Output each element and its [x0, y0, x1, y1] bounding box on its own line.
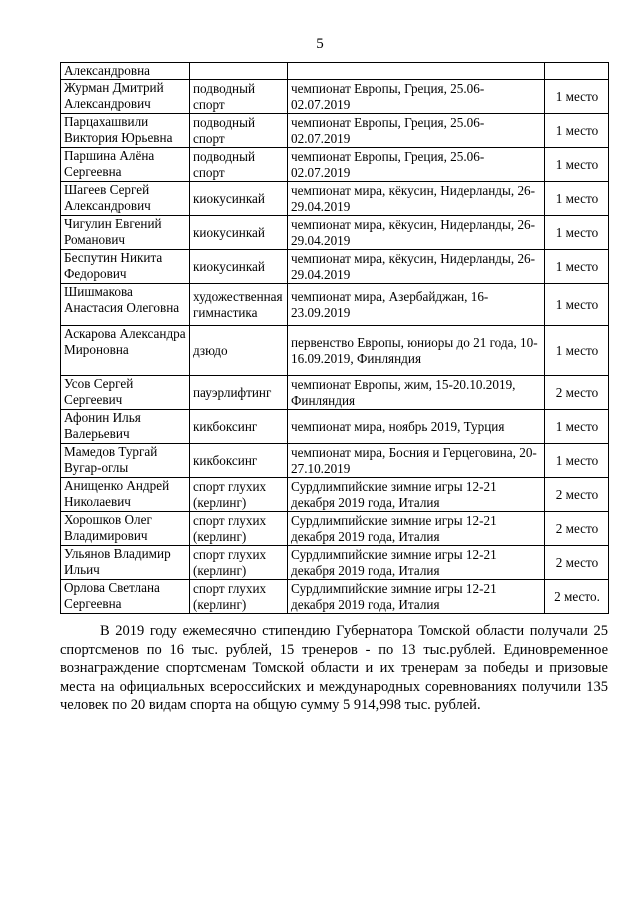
page-number: 5 [316, 36, 324, 52]
table-row [61, 250, 609, 284]
results-table [60, 62, 609, 614]
table-row [61, 80, 609, 114]
table-row [61, 284, 609, 326]
table-row [61, 216, 609, 250]
place-cell: 1 место [545, 80, 609, 114]
name-cell: Паршина Алёна Сергеевна [61, 148, 190, 182]
sport-cell: подводный спорт [190, 114, 288, 148]
sport-cell: спорт глухих (керлинг) [190, 580, 288, 614]
sport-cell: кикбоксинг [190, 444, 288, 478]
name-cell: Беспутин Никита Федорович [61, 250, 190, 284]
table-row [61, 410, 609, 444]
event-cell: чемпионат мира, Азербайджан, 16-23.09.2019 [288, 284, 545, 326]
name-cell: Шишмакова Анастасия Олеговна [61, 284, 190, 326]
event-cell: чемпионат Европы, Греция, 25.06-02.07.2019 [288, 148, 545, 182]
name-cell: Орлова Светлана Сергеевна [61, 580, 190, 614]
place-cell: 2 место [545, 546, 609, 580]
sport-cell: подводный спорт [190, 148, 288, 182]
table-row [61, 580, 609, 614]
sport-cell: дзюдо [190, 326, 288, 376]
name-cell: Чигулин Евгений Романович [61, 216, 190, 250]
name-cell: Анищенко Андрей Николаевич [61, 478, 190, 512]
table-row [61, 376, 609, 410]
place-cell: 1 место [545, 284, 609, 326]
event-cell: Сурдлимпийские зимние игры 12-21 декабря 2019 года, Италия [288, 546, 545, 580]
event-cell: чемпионат Европы, Греция, 25.06-02.07.2019 [288, 114, 545, 148]
table-row [61, 444, 609, 478]
name-cell: Хорошков Олег Владимирович [61, 512, 190, 546]
summary-paragraph: В 2019 году ежемесячно стипендию Губернатора Томской области получали 25 спортсменов по 16 тыс. рублей, 15 тренеров - по 13 тыс.рублей. Единовременное вознаграждение спортсменам Томской области и их тренерам за победы и призовые места на официальных всероссийских и международных соревнованиях получили 135 человек по 20 видам спорта на общую сумму 5 914,998 тыс. рублей. [60, 623, 608, 713]
place-cell: 1 место [545, 182, 609, 216]
name-cell: Усов Сергей Сергеевич [61, 376, 190, 410]
name-cell: Шагеев Сергей Александрович [61, 182, 190, 216]
event-cell: Сурдлимпийские зимние игры 12-21 декабря 2019 года, Италия [288, 512, 545, 546]
name-cell: Парцахашвили Виктория Юрьевна [61, 114, 190, 148]
place-cell: 1 место [545, 148, 609, 182]
event-cell: Сурдлимпийские зимние игры 12-21 декабря 2019 года, Италия [288, 478, 545, 512]
place-cell: 1 место [545, 114, 609, 148]
event-cell: чемпионат мира, кёкусин, Нидерланды, 26-29.04.2019 [288, 250, 545, 284]
event-cell: чемпионат мира, кёкусин, Нидерланды, 26-29.04.2019 [288, 216, 545, 250]
event-cell: чемпионат мира, ноябрь 2019, Турция [288, 410, 545, 444]
table-row [61, 114, 609, 148]
event-cell: чемпионат мира, Босния и Герцеговина, 20-27.10.2019 [288, 444, 545, 478]
table-row [61, 546, 609, 580]
place-cell [545, 63, 609, 80]
sport-cell: спорт глухих (керлинг) [190, 478, 288, 512]
sport-cell: киокусинкай [190, 250, 288, 284]
sport-cell: художественная гимнастика [190, 284, 288, 326]
name-cell: Мамедов Тургай Вугар-оглы [61, 444, 190, 478]
sport-cell: киокусинкай [190, 182, 288, 216]
sport-cell: пауэрлифтинг [190, 376, 288, 410]
name-cell: Аскарова Александра Мироновна [61, 326, 190, 376]
place-cell: 1 место [545, 216, 609, 250]
name-cell: Журман Дмитрий Александрович [61, 80, 190, 114]
sport-cell: спорт глухих (керлинг) [190, 512, 288, 546]
table-row [61, 512, 609, 546]
sport-cell: киокусинкай [190, 216, 288, 250]
place-cell: 2 место. [545, 580, 609, 614]
event-cell: чемпионат Европы, жим, 15-20.10.2019, Финляндия [288, 376, 545, 410]
table-row [61, 182, 609, 216]
sport-cell: спорт глухих (керлинг) [190, 546, 288, 580]
event-cell: чемпионат мира, кёкусин, Нидерланды, 26-29.04.2019 [288, 182, 545, 216]
sport-cell [190, 63, 288, 80]
name-cell: Александровна [61, 63, 190, 80]
sport-cell: кикбоксинг [190, 410, 288, 444]
event-cell: Сурдлимпийские зимние игры 12-21 декабря 2019 года, Италия [288, 580, 545, 614]
place-cell: 2 место [545, 512, 609, 546]
place-cell: 1 место [545, 250, 609, 284]
event-cell: чемпионат Европы, Греция, 25.06-02.07.2019 [288, 80, 545, 114]
place-cell: 1 место [545, 326, 609, 376]
event-cell: первенство Европы, юниоры до 21 года, 10-16.09.2019, Финляндия [288, 326, 545, 376]
sport-cell: подводный спорт [190, 80, 288, 114]
table-row [61, 148, 609, 182]
place-cell: 2 место [545, 478, 609, 512]
name-cell: Афонин Илья Валерьевич [61, 410, 190, 444]
event-cell [288, 63, 545, 80]
place-cell: 2 место [545, 376, 609, 410]
table-row [61, 478, 609, 512]
results-table-body [61, 63, 609, 614]
table-row [61, 326, 609, 376]
place-cell: 1 место [545, 410, 609, 444]
place-cell: 1 место [545, 444, 609, 478]
name-cell: Ульянов Владимир Ильич [61, 546, 190, 580]
table-row [61, 63, 609, 80]
